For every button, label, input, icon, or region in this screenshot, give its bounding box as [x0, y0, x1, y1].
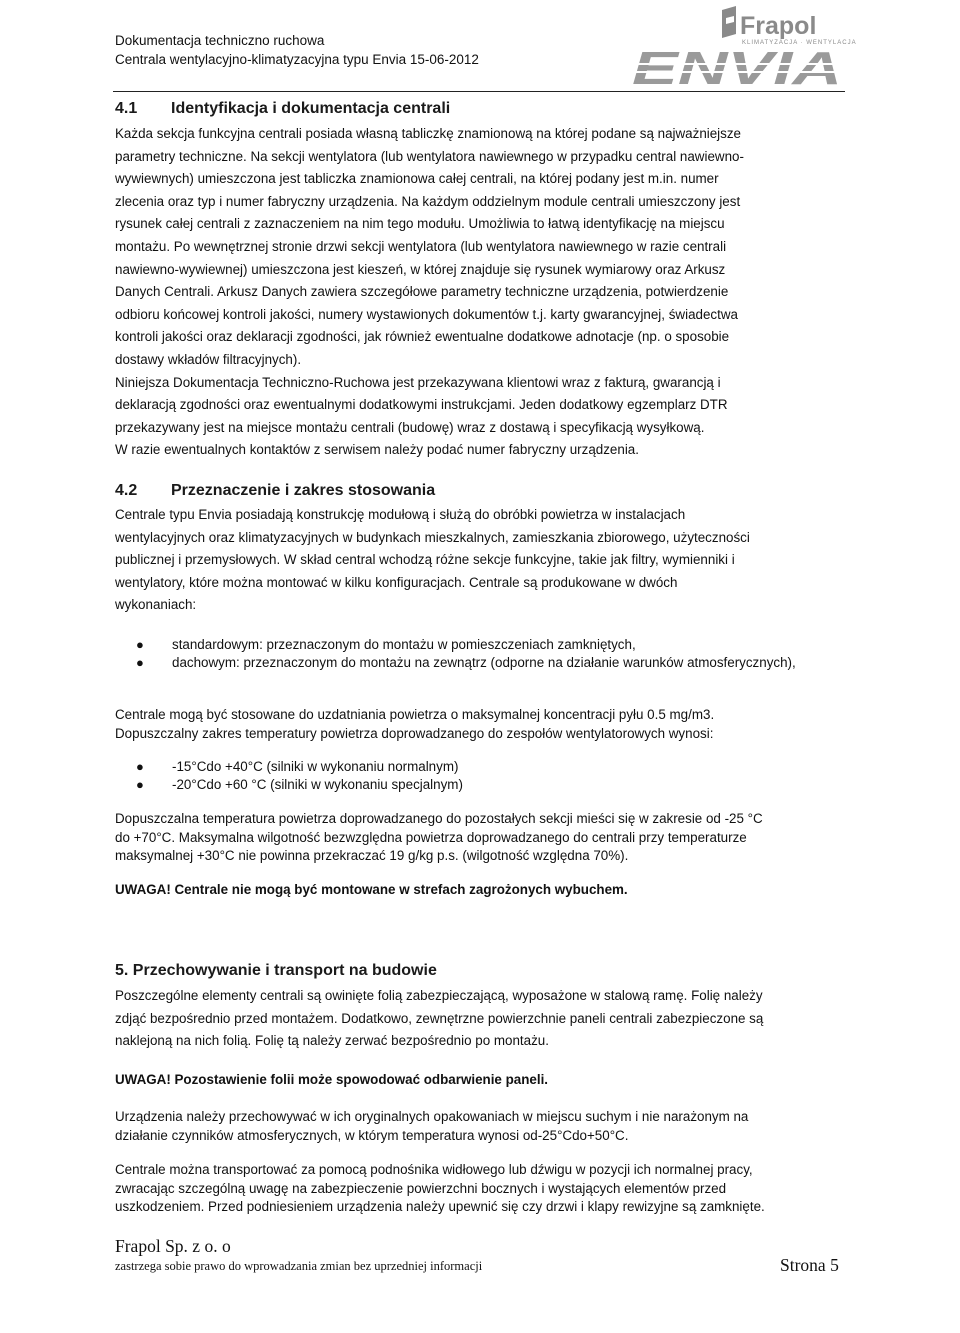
text-line: kontroli jakości oraz deklaracji zgodności, jak również ewentualne dodatkowe adnotacje (np. o sposobie	[115, 329, 730, 345]
warning-explosion: UWAGA! Centrale nie mogą być montowane w strefach zagrożonych wybuchem.	[115, 882, 628, 897]
bullet-list-temperatures	[115, 758, 845, 794]
heading-5: 5. Przechowywanie i transport na budowie	[115, 962, 437, 979]
text-line: odbioru końcowej kontroli jakości, numery wystawionych dokumentów t.j. karty gwarancyjnej, świadectwa	[115, 306, 738, 322]
paragraph-identification	[115, 123, 845, 462]
text-line: zwracając szczególną uwagę na zabezpieczenie powierzchni bocznych i wystających elementów przed	[115, 1180, 727, 1196]
logo-product-text: ENVIA	[632, 42, 842, 94]
heading-4-2	[115, 482, 845, 500]
text-line: przekazywany jest na miejsce montażu centrali (budowę) wraz z dostawą i specyfikacją wysyłkową.	[115, 419, 705, 435]
text-line: deklaracją zgodności oraz ewentualnymi dodatkowymi instrukcjami. Jeden dodatkowy egzemplarz DTR	[115, 397, 728, 413]
frapol-envia-logo	[630, 4, 857, 94]
text-line: Centrale typu Envia posiadają konstrukcję modułową i służą do obróbki powietrza w instalacjach	[115, 507, 686, 522]
paragraph-temperature-limits	[115, 810, 845, 866]
text-line: wentylacyjnych oraz klimatyzacyjnych w budynkach mieszkalnych, zamieszkania zbiorowego, użyteczności	[115, 529, 750, 545]
footer-company: Frapol Sp. z o. o	[115, 1236, 231, 1256]
header-title: Dokumentacja techniczno ruchowa	[115, 33, 325, 48]
text-line: zlecenia oraz typ i numer fabryczny urządzenia. Na każdym oddzielnym module centrali umieszczony jest	[115, 193, 741, 209]
bullet-icon: ●	[136, 759, 144, 774]
bullet-icon: ●	[136, 777, 144, 792]
logo-brand-text: Frapol	[740, 12, 817, 40]
heading-4-1	[115, 100, 845, 118]
page-number: Strona 5	[780, 1255, 839, 1275]
text-line: dostawy wkładów filtracyjnych).	[115, 351, 302, 367]
text-line: parametry techniczne. Na sekcji wentylatora (lub wentylatora nawiewnego w przypadku central nawiewno-	[115, 148, 744, 164]
paragraph-purpose	[115, 504, 845, 617]
text-line: uszkodzeniem. Przed podniesieniem urządzenia należy upewnić się czy drzwi i klapy rewizyjne są zamknięte.	[115, 1199, 765, 1214]
warning-foil: UWAGA! Pozostawienie folii może spowodować odbarwienie paneli.	[115, 1072, 549, 1087]
list-item: ● dachowym: przeznaczonym do montażu na zewnątrz (odporne na działanie warunków atmosferycznych),	[136, 655, 796, 670]
text-line: W razie ewentualnych kontaktów z serwisem należy podać numer fabryczny urządzenia.	[115, 442, 639, 458]
svg-text:KLIMATYZACJA · WENTYLACJA: KLIMATYZACJA · WENTYLACJA	[742, 40, 857, 46]
text-line: naklejoną na nich folią. Folię tą należy zerwać bezpośrednio po montażu.	[115, 1033, 549, 1049]
paragraph-storage	[115, 985, 845, 1053]
footer-disclaimer: zastrzega sobie prawo do wprowadzania zmian bez uprzedniej informacji	[115, 1259, 483, 1273]
text-line: działanie czynników atmosferycznych, w którym temperatura wynosi od-25°Cdo+50°C.	[115, 1127, 629, 1143]
frapol-logo-mark	[722, 6, 857, 46]
text-line: Danych Centrali. Arkusz Danych zawiera szczegółowe parametry techniczne urządzenia, potwierdzenie	[115, 284, 729, 300]
paragraph-conditions	[115, 706, 845, 743]
text-line: wywiewnych) umieszczona jest tabliczka znamionowa całej centrali, na której podany jest m.in. numer	[115, 171, 719, 187]
header-subtitle: Centrala wentylacyjno-klimatyzacyjna typu Envia 15-06-2012	[115, 52, 479, 67]
text-line: Dopuszczalna temperatura powietrza doprowadzanego do pozostałych sekcji mieści się w zakresie od -25 °C	[115, 811, 763, 826]
text-line: zdjąć bezpośrednio przed montażem. Dodatkowo, zewnętrzne powierzchnie paneli centrali zabezpieczone są	[115, 1010, 764, 1026]
text-line: Urządzenia należy przechowywać w ich oryginalnych opakowaniach w miejscu suchym i nie narażonym na	[115, 1109, 749, 1124]
text-line: do +70°C. Maksymalna wilgotność bezwzględna powietrza doprowadzanego do centrali przy temperaturze	[115, 829, 747, 845]
header-divider	[113, 91, 845, 92]
text-line: rysunek całej centrali z zaznaczeniem na nim tego modułu. Umożliwia to łatwą identyfikację na miejscu	[115, 216, 725, 232]
text-line: publicznej i przemysłowych. W skład central wchodzą różne sekcje funkcyjne, takie jak filtry, wymienniki i	[115, 552, 735, 568]
text-line: Każda sekcja funkcyjna centrali posiada własną tabliczkę znamionową na której podane są najważniejsze	[115, 126, 741, 141]
text-line: montażu. Po wewnętrznej stronie drzwi sekcji wentylatora (lub wentylatora nawiewnego w razie centrali	[115, 238, 727, 254]
heading-title: Przeznaczenie i zakres stosowania	[171, 482, 436, 499]
text-line: Niniejsza Dokumentacja Techniczno-Ruchowa jest przekazywana klientowi wraz z fakturą, gwarancją i	[115, 374, 721, 390]
list-item: ● standardowym: przeznaczonym do montażu w pomieszczeniach zamkniętych,	[136, 637, 636, 652]
text-line: Centrale mogą być stosowane do uzdatniania powietrza o maksymalnej koncentracji pyłu 0.5 mg/m3.	[115, 707, 715, 722]
list-item: ● -15°Cdo +40°C (silniki w wykonaniu normalnym)	[136, 759, 459, 774]
bullet-icon: ●	[136, 637, 144, 652]
text-line: Centrale można transportować za pomocą podnośnika widłowego lub dźwigu w pozycji ich normalnej pracy,	[115, 1162, 753, 1177]
bullet-list-versions	[115, 636, 845, 672]
heading-number: 4.1	[115, 100, 138, 117]
text-line: nawiewno-wywiewnej) umieszczona jest kieszeń, w której znajduje się rysunek wymiarowy oraz Arkusz	[115, 261, 726, 277]
text-line: wykonaniach:	[115, 597, 197, 613]
text-line: Dopuszczalny zakres temperatury powietrza doprowadzanego do zespołów wentylatorowych wynosi:	[115, 725, 714, 741]
list-item: ● -20°Cdo +60 °C (silniki w wykonaniu specjalnym)	[136, 777, 463, 792]
heading-title: Identyfikacja i dokumentacja centrali	[171, 100, 451, 117]
paragraph-transport	[115, 1161, 845, 1217]
text-line: wentylatory, które można montować w kilku konfiguracjach. Centrale są produkowane w dwóch	[115, 574, 678, 590]
bullet-icon: ●	[136, 655, 144, 670]
heading-number: 4.2	[115, 482, 138, 499]
text-line: Poszczególne elementy centrali są owinięte folią zabezpieczającą, wyposażone w stalową ramę. Folię należy	[115, 988, 763, 1003]
text-line: maksymalnej +30°C nie powinna przekraczać 19 g/kg p.s. (wilgotność względna 70%).	[115, 848, 629, 863]
paragraph-packaging	[115, 1108, 845, 1145]
